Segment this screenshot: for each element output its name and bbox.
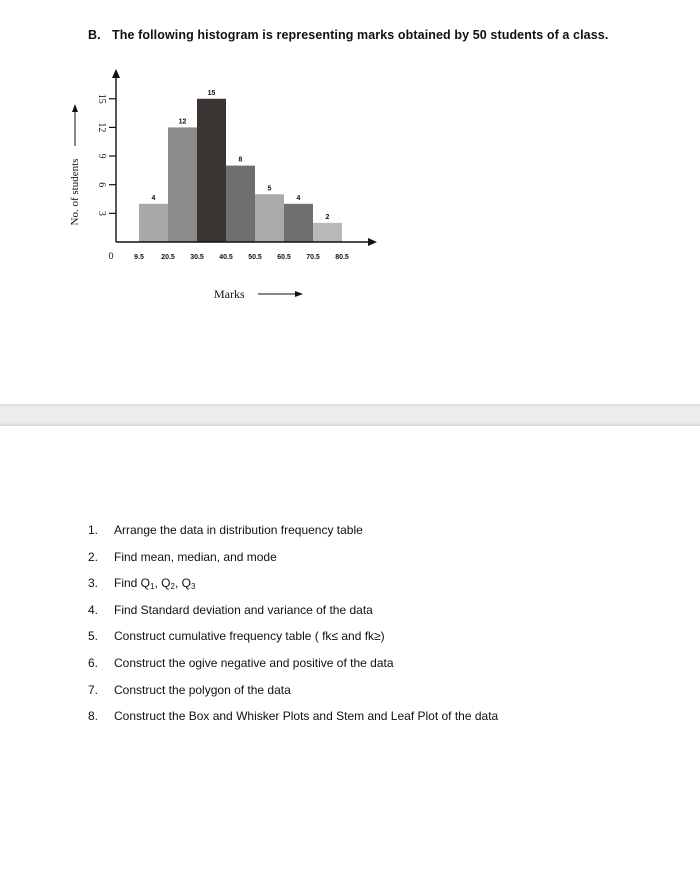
question-item [88, 654, 498, 681]
bar-value-label: 15 [207, 89, 216, 97]
question-number: 7. [88, 682, 99, 697]
y-tick-label: 3 [96, 210, 107, 216]
histogram-bar [226, 166, 255, 242]
question-heading-text: The following histogram is representing marks obtained by 50 students of a class. [112, 28, 609, 42]
question-item [88, 601, 498, 628]
question-item [88, 627, 498, 654]
question-item [88, 574, 498, 601]
page-separator [0, 404, 700, 426]
question-item [88, 681, 498, 708]
x-tick-label: 60.5 [277, 254, 291, 261]
x-tick-label: 20.5 [161, 254, 175, 261]
question-text: Construct the polygon of the data [114, 682, 291, 697]
question-number: 1. [88, 523, 99, 537]
question-number: 2. [88, 549, 99, 564]
question-number: 6. [88, 655, 99, 670]
bar-value-label: 4 [296, 194, 301, 202]
y-tick-label: 9 [96, 153, 107, 159]
histogram-bar [139, 204, 168, 242]
quartile-subscript: 2 [170, 582, 175, 592]
question-number: 8. [88, 709, 99, 724]
question-label: B. [88, 28, 101, 42]
histogram-bar [313, 223, 342, 242]
y-tick-label: 6 [96, 182, 107, 188]
question-text: Find mean, median, and mode [114, 549, 277, 564]
question-item [88, 548, 498, 575]
bar-value-label: 8 [238, 156, 243, 164]
x-axis-title: Marks [214, 287, 245, 301]
question-text: Construct the Box and Whisker Plots and Stem and Leaf Plot of the data [114, 709, 499, 724]
histogram-bar [284, 204, 313, 242]
histogram-bar [197, 99, 226, 242]
question-text-part: , Q [174, 576, 191, 591]
question-text [114, 576, 195, 590]
bar-value-label: 2 [325, 213, 330, 221]
bar-value-label: 5 [267, 185, 272, 193]
y-axis-title: No. of students [69, 158, 81, 226]
histogram-bar [168, 127, 197, 242]
question-text: Arrange the data in distribution frequency table [114, 523, 363, 537]
question-text-part: Find Q [114, 576, 151, 591]
bar-value-label: 12 [178, 118, 187, 126]
question-number: 4. [88, 602, 99, 617]
question-item [88, 707, 498, 734]
x-tick-label: 50.5 [248, 254, 262, 261]
x-tick-label: 30.5 [190, 254, 204, 261]
question-item [88, 521, 498, 548]
question-text: Find Standard deviation and variance of the data [114, 602, 373, 617]
histogram-bar [255, 194, 284, 242]
y-axis-arrow-icon [112, 69, 120, 78]
quartile-subscript: 3 [190, 582, 196, 592]
y-axis-title-arrow-icon [72, 104, 78, 112]
question-list [88, 521, 498, 734]
x-axis-title-arrow-icon [295, 291, 303, 297]
x-tick-label: 70.5 [306, 254, 320, 261]
bar-value-label: 4 [151, 194, 156, 202]
question-text: Construct the ogive negative and positive of the data [114, 655, 394, 670]
question-text-part: , Q [154, 576, 171, 591]
question-text: Construct cumulative frequency table ( fk≤ and fk≥) [114, 629, 385, 644]
histogram-chart [0, 0, 700, 330]
y-tick-label: 12 [96, 122, 107, 133]
question-number: 3. [88, 576, 99, 591]
x-tick-label: 40.5 [219, 254, 233, 261]
y-tick-label: 15 [96, 93, 107, 104]
quartile-subscript: 1 [150, 582, 155, 592]
x-axis-arrow-icon [368, 238, 377, 246]
question-number: 5. [88, 629, 99, 644]
x-tick-label: 9.5 [134, 254, 144, 261]
x-tick-label: 80.5 [335, 254, 349, 261]
x-tick-label: 0 [108, 251, 114, 261]
